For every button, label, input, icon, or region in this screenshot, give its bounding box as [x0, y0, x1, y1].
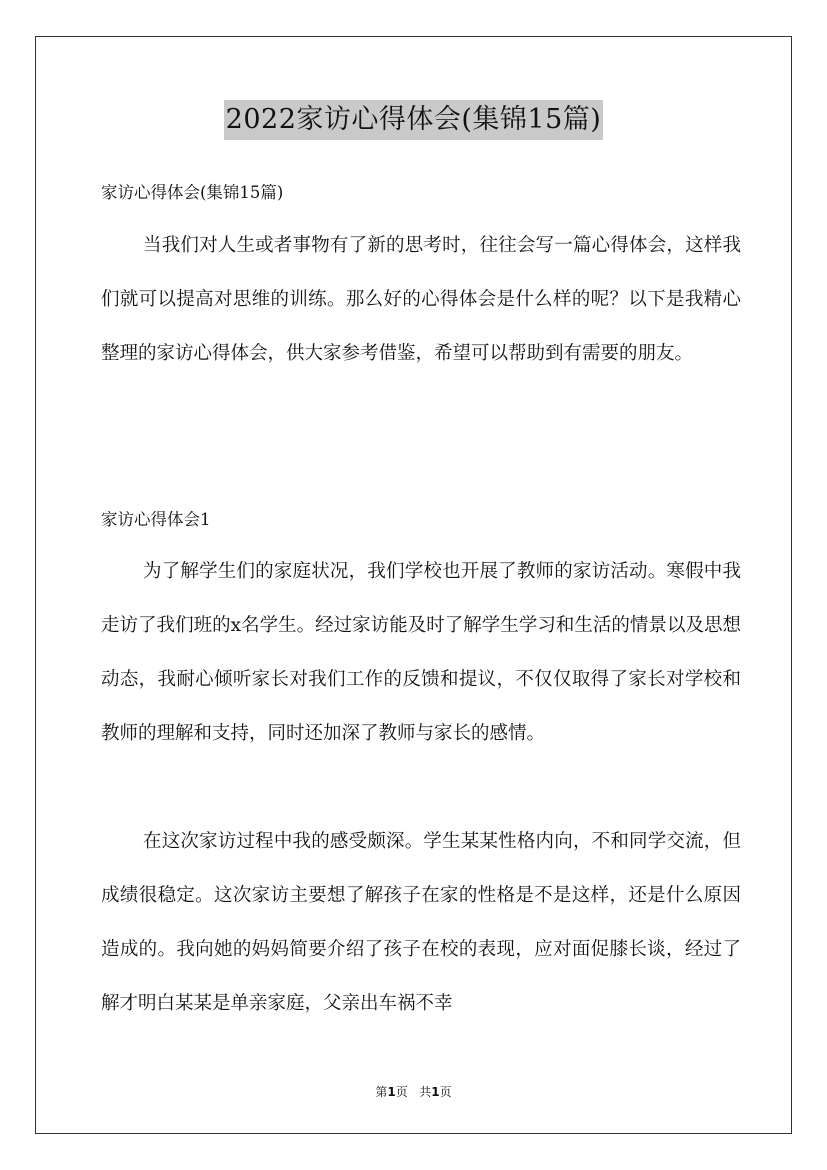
total-suffix: 页	[439, 1085, 452, 1099]
total-pages: 1	[431, 1085, 440, 1099]
page-footer	[0, 1084, 827, 1100]
intro-paragraph: 当我们对人生或者事物有了新的思考时，往往会写一篇心得体会，这样我们就可以提高对思维的训练。那么好的心得体会是什么样的呢？以下是我精心整理的家访心得体会，供大家参考借鉴，希望可以帮助到有需要的朋友。	[101, 235, 741, 364]
section-paragraph-1: 为了解学生们的家庭状况，我们学校也开展了教师的家访活动。寒假中我走访了我们班的x名学生。经过家访能及时了解学生学习和生活的情景以及思想动态，我耐心倾听家长对我们工作的反馈和提议，不仅仅取得了家长对学校和教师的理解和支持，同时还加深了教师与家长的感情。	[101, 561, 741, 744]
document-title: 2022家访心得体会(集锦15篇)	[224, 100, 604, 140]
title-container	[0, 100, 827, 140]
total-prefix: 共	[419, 1085, 432, 1099]
section-paragraph-2: 在这次家访过程中我的感受颇深。学生某某性格内向，不和同学交流，但成绩很稳定。这次家访主要想了解孩子在家的性格是不是这样，还是什么原因造成的。我向她的妈妈简要介绍了孩子在校的表现，应对面促膝长谈，经过了解才明白某某是单亲家庭，父亲出车祸不幸	[101, 831, 741, 1014]
section-heading: 家访心得体会1	[101, 510, 211, 529]
page-number: 1	[387, 1085, 396, 1099]
page-suffix: 页	[395, 1085, 408, 1099]
document-subtitle: 家访心得体会(集锦15篇)	[101, 183, 284, 202]
page-prefix: 第	[375, 1085, 388, 1099]
